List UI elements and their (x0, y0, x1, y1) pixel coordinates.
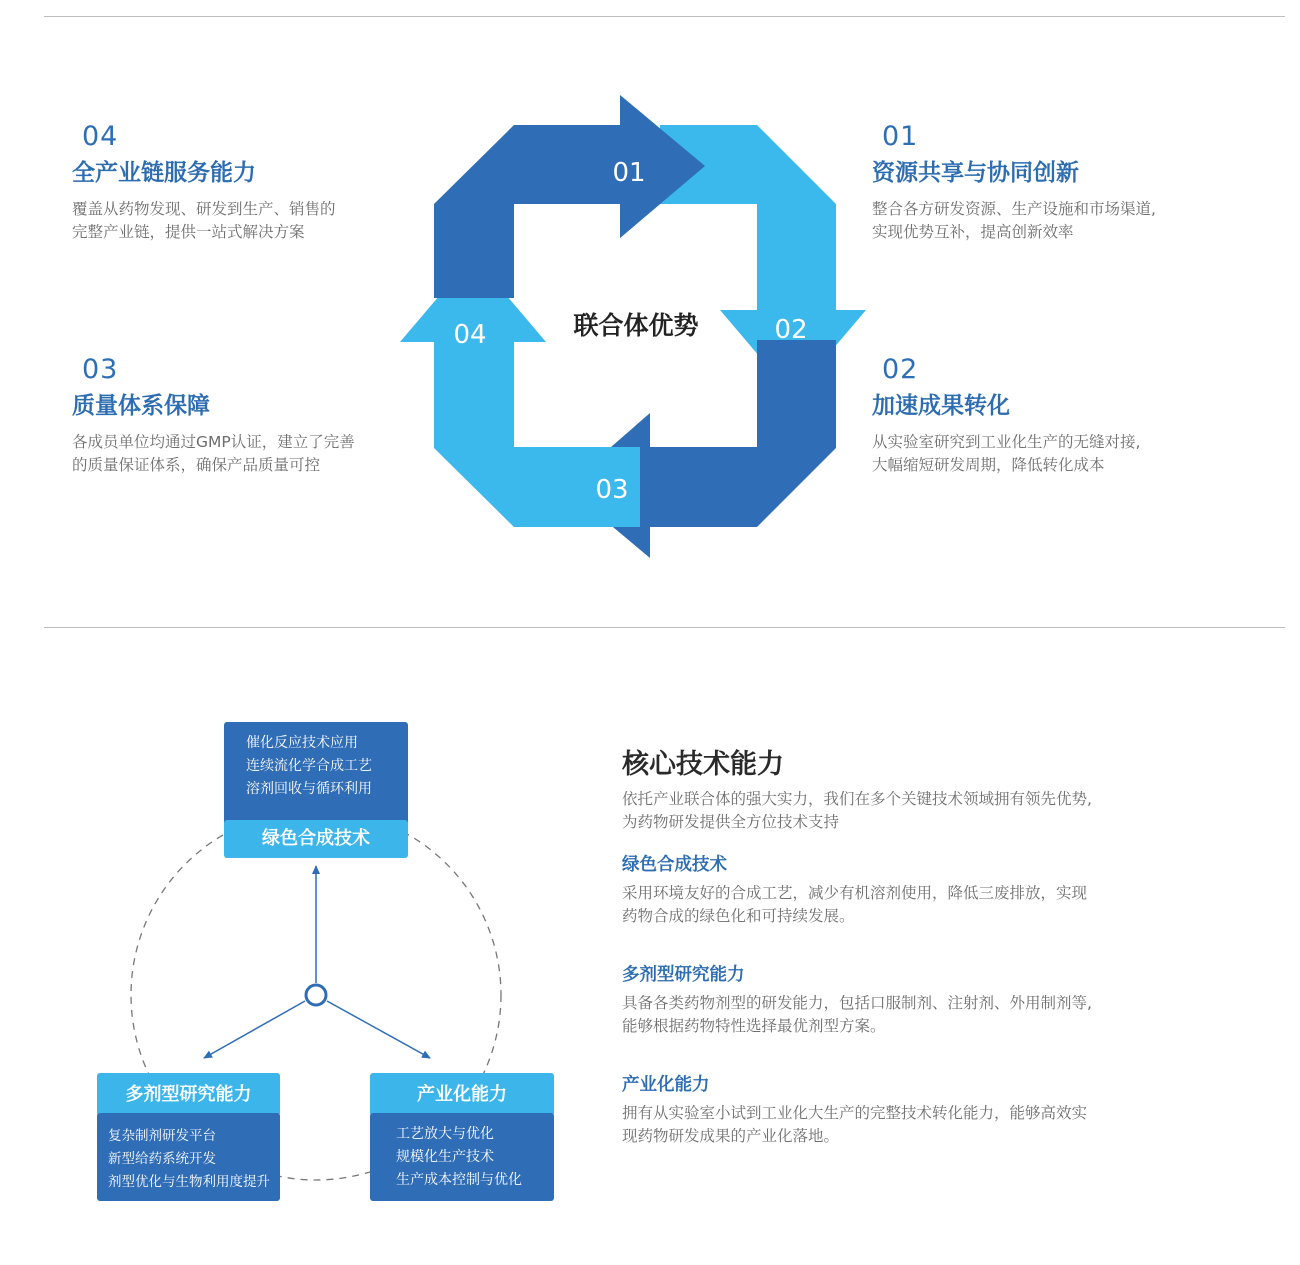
hub-node (306, 985, 326, 1005)
tech-box-dosage-forms-list: 复杂制剂研发平台 新型给药系统开发 剂型优化与生物利用度提升 (97, 1113, 280, 1201)
advantage-01-desc: 整合各方研发资源、生产设施和市场渠道, 实现优势互补，提高创新效率 (872, 200, 1156, 241)
arrow-label-03: 03 (595, 475, 629, 505)
core-tech-item-green-desc: 采用环境友好的合成工艺，减少有机溶剂使用，降低三废排放，实现 药物合成的绿色化和可持续发展。 (622, 884, 1088, 925)
connector-left (204, 1001, 305, 1058)
core-tech-item-industrial (622, 1073, 1242, 1148)
tech-box-dosage-forms-label: 多剂型研究能力 (97, 1073, 280, 1116)
connector-right (327, 1001, 430, 1058)
cycle-arrow-03-body (650, 340, 836, 527)
advantage-01-number: 01 (882, 121, 919, 152)
advantage-02-number: 02 (882, 354, 919, 385)
advantage-04-title: 全产业链服务能力 (72, 160, 256, 186)
cycle-center-title: 联合体优势 (573, 311, 699, 340)
advantage-01-title: 资源共享与协同创新 (872, 160, 1079, 186)
arrow-label-01: 01 (612, 158, 646, 188)
core-tech-item-industrial-title: 产业化能力 (622, 1075, 710, 1095)
advantage-02-desc: 从实验室研究到工业化生产的无缝对接, 大幅缩短研发周期，降低转化成本 (872, 433, 1141, 474)
tech-box-green-synthesis-label: 绿色合成技术 (224, 820, 408, 858)
arrow-label-02: 02 (774, 315, 808, 345)
cycle-arrow-01-body (434, 125, 622, 298)
core-tech-item-dosage-title: 多剂型研究能力 (622, 965, 745, 985)
tech-box-green-synthesis (224, 722, 408, 858)
tech-box-green-synthesis-list: 催化反应技术应用 连续流化学合成工艺 溶剂回收与循环利用 (224, 722, 408, 828)
core-tech-intro: 依托产业联合体的强大实力，我们在多个关键技术领域拥有领先优势, 为药物研发提供全方位技术支持 (622, 790, 1092, 831)
tech-box-industrialization-list: 工艺放大与优化 规模化生产技术 生产成本控制与优化 (370, 1113, 554, 1201)
advantage-04-number: 04 (82, 121, 119, 152)
core-tech-item-green (622, 853, 1242, 928)
tech-box-dosage-forms (97, 1073, 280, 1201)
core-tech-section (622, 745, 1242, 1148)
middle-divider (44, 627, 1285, 628)
advantage-04-desc: 覆盖从药物发现、研发到生产、销售的 完整产业链，提供一站式解决方案 (72, 200, 336, 241)
tech-box-industrialization (370, 1073, 554, 1201)
arrow-label-04: 04 (453, 320, 487, 350)
core-tech-title: 核心技术能力 (622, 749, 784, 780)
advantage-cycle-diagram (0, 0, 1300, 620)
advantage-03-number: 03 (82, 354, 119, 385)
core-tech-item-industrial-desc: 拥有从实验室小试到工业化大生产的完整技术转化能力，能够高效实 现药物研发成果的产业化落地。 (622, 1104, 1088, 1145)
core-tech-item-dosage (622, 963, 1242, 1038)
advantage-03-title: 质量体系保障 (72, 393, 210, 419)
core-tech-item-green-title: 绿色合成技术 (622, 855, 727, 875)
advantage-02-title: 加速成果转化 (872, 393, 1010, 419)
tech-box-industrialization-label: 产业化能力 (370, 1073, 554, 1116)
advantage-03-desc: 各成员单位均通过GMP认证，建立了完善 的质量保证体系，确保产品质量可控 (72, 433, 355, 474)
core-tech-item-dosage-desc: 具备各类药物剂型的研发能力，包括口服制剂、注射剂、外用制剂等, 能够根据药物特性选择最优剂型方案。 (622, 994, 1092, 1035)
